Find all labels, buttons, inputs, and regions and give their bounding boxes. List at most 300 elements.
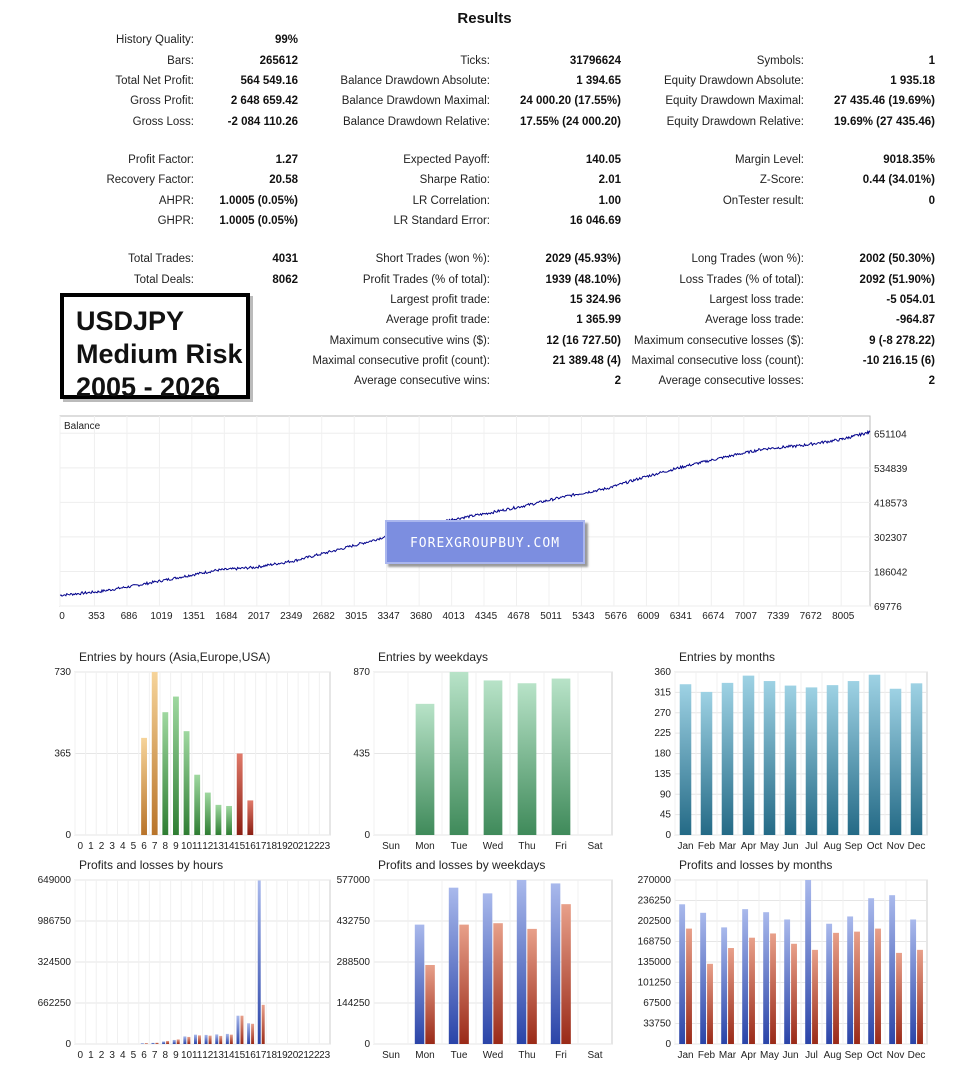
loss-bar bbox=[459, 925, 469, 1044]
stat-value: 2002 (50.30%) bbox=[859, 253, 935, 265]
stat-value: 15 324.96 bbox=[569, 294, 621, 306]
stat-label: Total Deals: bbox=[133, 274, 194, 286]
chart-panel bbox=[353, 650, 612, 852]
bar bbox=[216, 805, 222, 835]
loss-bar bbox=[240, 1016, 243, 1044]
stat-value: 0 bbox=[928, 195, 935, 207]
x-tick-label: 12 bbox=[202, 1050, 214, 1061]
stat-value: 1.0005 (0.05%) bbox=[219, 195, 298, 207]
x-tick-label: 20 bbox=[287, 1050, 299, 1061]
stat-label: OnTester result: bbox=[722, 195, 804, 207]
y-tick-label: 302307 bbox=[874, 532, 908, 544]
bar bbox=[911, 683, 923, 835]
x-tick-label: 11 bbox=[191, 841, 203, 852]
overlay-period: 2005 - 2026 bbox=[76, 372, 221, 402]
chart-panel bbox=[337, 858, 612, 1061]
x-tick-label: Sat bbox=[587, 841, 603, 852]
profit-bar bbox=[700, 913, 706, 1044]
x-tick-label: 0 bbox=[77, 1050, 84, 1061]
y-tick-label: 0 bbox=[665, 830, 671, 841]
chart-title: Entries by months bbox=[679, 650, 776, 664]
x-tick-label: Fri bbox=[555, 841, 567, 852]
x-tick-label: 6674 bbox=[702, 611, 725, 622]
x-tick-label: Thu bbox=[518, 841, 536, 852]
x-tick-label: 5676 bbox=[604, 611, 628, 622]
stat-label: Largest loss trade: bbox=[709, 294, 804, 306]
stat-label: Equity Drawdown Relative: bbox=[666, 116, 804, 128]
x-tick-label: 686 bbox=[120, 611, 138, 622]
x-tick-label: 4 bbox=[120, 1050, 126, 1061]
stat-value: 8062 bbox=[272, 274, 298, 286]
profit-bar bbox=[215, 1034, 218, 1044]
y-tick-label: 432750 bbox=[336, 916, 370, 927]
stat-value: 1 bbox=[928, 55, 935, 67]
x-tick-label: 13 bbox=[212, 841, 224, 852]
loss-bar bbox=[187, 1037, 190, 1044]
x-tick-label: 9 bbox=[173, 841, 179, 852]
stat-value: 140.05 bbox=[585, 154, 621, 166]
x-tick-label: Mar bbox=[718, 841, 737, 852]
stat-label: Maximal consecutive profit (count): bbox=[312, 355, 490, 367]
y-tick-label: 45 bbox=[659, 809, 671, 821]
x-tick-label: 10 bbox=[181, 1050, 193, 1061]
x-tick-label: 2682 bbox=[312, 611, 335, 622]
stat-label: Equity Drawdown Absolute: bbox=[664, 75, 804, 87]
x-tick-label: 22 bbox=[308, 1050, 320, 1061]
chart-panel bbox=[638, 858, 927, 1061]
x-tick-label: Sun bbox=[382, 841, 400, 852]
bar bbox=[184, 731, 190, 835]
x-tick-label: Jan bbox=[677, 1050, 694, 1061]
x-tick-label: 2017 bbox=[247, 611, 270, 622]
stat-value: 21 389.48 (4) bbox=[552, 355, 621, 367]
bar bbox=[194, 775, 200, 835]
x-tick-label: 10 bbox=[181, 841, 193, 852]
stat-label: Average loss trade: bbox=[705, 314, 804, 326]
stat-value: 1.00 bbox=[598, 195, 621, 207]
x-tick-label: 21 bbox=[297, 1050, 309, 1061]
bar bbox=[226, 806, 232, 835]
stat-label: Loss Trades (% of total): bbox=[679, 274, 804, 286]
x-tick-label: 7 bbox=[151, 1050, 158, 1061]
y-tick-label: 534839 bbox=[874, 463, 908, 475]
chart-panel bbox=[38, 858, 331, 1061]
stat-label: AHPR: bbox=[158, 195, 194, 207]
stat-value: 1.0005 (0.05%) bbox=[219, 215, 298, 227]
bar bbox=[701, 692, 713, 835]
x-tick-label: 1019 bbox=[150, 611, 173, 622]
chart-panel bbox=[654, 650, 927, 852]
stat-label: Z-Score: bbox=[759, 174, 804, 186]
x-tick-label: 353 bbox=[88, 611, 105, 622]
stat-value: 9018.35% bbox=[883, 154, 935, 166]
x-tick-label: May bbox=[760, 841, 779, 852]
stat-label: GHPR: bbox=[157, 215, 194, 227]
x-tick-label: Mar bbox=[718, 1050, 737, 1061]
stat-value: -964.87 bbox=[895, 314, 935, 326]
loss-bar bbox=[493, 923, 503, 1044]
histogram-charts bbox=[0, 645, 969, 1075]
stat-label: Bars: bbox=[167, 55, 194, 67]
x-tick-label: Feb bbox=[697, 841, 716, 852]
bar bbox=[152, 672, 158, 835]
profit-bar bbox=[868, 898, 874, 1044]
x-tick-label: 1 bbox=[88, 1050, 94, 1061]
profit-bar bbox=[141, 1043, 144, 1044]
loss-bar bbox=[854, 932, 860, 1044]
stat-label: Balance Drawdown Absolute: bbox=[340, 75, 490, 87]
loss-bar bbox=[896, 953, 902, 1044]
x-tick-label: 2349 bbox=[280, 611, 303, 622]
bar bbox=[827, 685, 839, 835]
x-tick-label: Nov bbox=[886, 841, 905, 852]
stat-value: 1 394.65 bbox=[576, 75, 621, 87]
x-tick-label: 3015 bbox=[345, 611, 368, 622]
watermark: FOREXGROUPBUY.COM bbox=[385, 520, 585, 564]
profit-bar bbox=[784, 919, 790, 1044]
stat-value: 2029 (45.93%) bbox=[545, 253, 621, 265]
bar bbox=[162, 712, 168, 835]
x-tick-label: Dec bbox=[907, 1050, 926, 1061]
stat-value: 1.27 bbox=[275, 154, 298, 166]
x-tick-label: Jan bbox=[677, 841, 694, 852]
y-tick-label: 870 bbox=[353, 667, 370, 678]
stat-label: History Quality: bbox=[116, 34, 194, 46]
stat-label: Ticks: bbox=[460, 55, 490, 67]
x-tick-label: Wed bbox=[482, 841, 504, 852]
bar bbox=[848, 681, 860, 835]
overlay-symbol: USDJPY bbox=[76, 306, 185, 336]
x-tick-label: Jul bbox=[805, 1050, 818, 1061]
bar bbox=[806, 687, 818, 835]
x-tick-label: 18 bbox=[266, 1050, 278, 1061]
x-tick-label: 1351 bbox=[182, 611, 205, 622]
y-tick-label: 144250 bbox=[336, 998, 370, 1009]
profit-bar bbox=[415, 925, 425, 1044]
x-tick-label: 0 bbox=[59, 611, 65, 622]
y-tick-label: 288500 bbox=[336, 957, 370, 968]
loss-bar bbox=[707, 964, 713, 1044]
profit-bar bbox=[910, 919, 916, 1044]
y-tick-label: 418573 bbox=[874, 498, 908, 510]
loss-bar bbox=[209, 1036, 212, 1044]
y-tick-label: 315 bbox=[654, 687, 671, 699]
x-tick-label: 4678 bbox=[507, 611, 530, 622]
stat-value: 265612 bbox=[259, 55, 298, 67]
bar bbox=[869, 675, 881, 835]
y-tick-label: 236250 bbox=[637, 895, 671, 907]
stat-value: 2.01 bbox=[598, 174, 621, 186]
x-tick-label: 4013 bbox=[442, 611, 465, 622]
y-tick-label: 651104 bbox=[874, 429, 907, 441]
bar bbox=[141, 738, 147, 835]
loss-bar bbox=[812, 950, 818, 1044]
stat-value: -5 054.01 bbox=[886, 294, 935, 306]
y-tick-label: 101250 bbox=[637, 977, 671, 989]
y-tick-label: 435 bbox=[353, 748, 370, 760]
loss-bar bbox=[219, 1036, 222, 1044]
bar bbox=[518, 683, 537, 835]
loss-bar bbox=[198, 1035, 201, 1044]
stat-value: 2 648 659.42 bbox=[230, 95, 298, 107]
loss-bar bbox=[230, 1035, 233, 1044]
y-tick-label: 662250 bbox=[37, 998, 71, 1009]
profit-bar bbox=[721, 927, 727, 1044]
y-tick-label: 0 bbox=[364, 1039, 370, 1050]
y-tick-label: 365 bbox=[54, 748, 71, 760]
x-tick-label: 16 bbox=[244, 1050, 256, 1061]
stat-label: Expected Payoff: bbox=[403, 154, 490, 166]
x-tick-label: 11 bbox=[191, 1050, 203, 1061]
x-tick-label: 14 bbox=[223, 1050, 235, 1061]
x-tick-label: 18 bbox=[266, 841, 278, 852]
stat-value: 2 bbox=[928, 375, 935, 387]
profit-bar bbox=[483, 893, 493, 1044]
bar bbox=[484, 680, 503, 835]
loss-bar bbox=[728, 948, 734, 1044]
x-tick-label: 14 bbox=[223, 841, 235, 852]
x-tick-label: 17 bbox=[255, 841, 267, 852]
y-tick-label: 730 bbox=[54, 667, 71, 678]
y-tick-label: 225 bbox=[654, 728, 671, 740]
loss-bar bbox=[770, 933, 776, 1044]
loss-bar bbox=[251, 1024, 254, 1044]
x-tick-label: 2 bbox=[98, 1050, 105, 1061]
stat-value: 2 bbox=[614, 375, 621, 387]
profit-bar bbox=[826, 924, 832, 1044]
y-tick-label: 0 bbox=[364, 830, 370, 841]
stat-value: 12 (16 727.50) bbox=[546, 335, 621, 347]
x-tick-label: Mon bbox=[415, 841, 435, 852]
x-tick-label: 13 bbox=[212, 1050, 224, 1061]
x-tick-label: 15 bbox=[234, 841, 246, 852]
x-tick-label: Jun bbox=[782, 1050, 799, 1061]
y-tick-label: 33750 bbox=[643, 1018, 671, 1030]
stat-value: 1 365.99 bbox=[576, 314, 621, 326]
y-tick-label: 180 bbox=[654, 748, 671, 760]
stat-label: Long Trades (won %): bbox=[691, 253, 804, 265]
x-tick-label: 1 bbox=[88, 841, 94, 852]
profit-bar bbox=[152, 1043, 155, 1044]
bar bbox=[890, 689, 902, 835]
bar bbox=[785, 686, 797, 835]
stat-label: Recovery Factor: bbox=[106, 174, 194, 186]
x-tick-label: 7339 bbox=[767, 611, 790, 622]
y-tick-label: 0 bbox=[65, 830, 71, 841]
x-tick-label: Sat bbox=[587, 1050, 603, 1061]
x-tick-label: 23 bbox=[319, 841, 331, 852]
x-tick-label: 5011 bbox=[540, 611, 562, 622]
profit-bar bbox=[183, 1036, 186, 1044]
y-tick-label: 986750 bbox=[37, 916, 71, 927]
y-tick-label: 186042 bbox=[874, 567, 908, 579]
x-tick-label: May bbox=[760, 1050, 779, 1061]
y-tick-label: 135 bbox=[654, 768, 671, 780]
bar bbox=[205, 793, 211, 835]
stat-label: Average profit trade: bbox=[386, 314, 490, 326]
bar bbox=[764, 681, 776, 835]
x-tick-label: 21 bbox=[297, 841, 309, 852]
loss-bar bbox=[177, 1039, 180, 1044]
x-tick-label: 3347 bbox=[377, 611, 400, 622]
x-tick-label: Mon bbox=[415, 1050, 435, 1061]
x-tick-label: 7672 bbox=[799, 611, 822, 622]
y-tick-label: 270000 bbox=[637, 875, 671, 886]
x-tick-label: 17 bbox=[255, 1050, 267, 1061]
x-tick-label: 1684 bbox=[215, 611, 238, 622]
y-tick-label: 577000 bbox=[336, 875, 370, 886]
stat-value: -2 084 110.26 bbox=[227, 116, 298, 128]
bar bbox=[237, 754, 243, 836]
stat-value: -10 216.15 (6) bbox=[862, 355, 935, 367]
profit-bar bbox=[517, 880, 527, 1044]
x-tick-label: 2 bbox=[98, 841, 105, 852]
x-tick-label: Jun bbox=[782, 841, 799, 852]
stat-label: LR Standard Error: bbox=[393, 215, 490, 227]
y-tick-label: 324500 bbox=[37, 957, 71, 968]
loss-bar bbox=[166, 1041, 169, 1044]
x-tick-label: 12 bbox=[202, 841, 214, 852]
stat-value: 17.55% (24 000.20) bbox=[519, 116, 621, 128]
chart-title: Profits and losses by weekdays bbox=[378, 858, 546, 872]
profit-bar bbox=[679, 904, 685, 1044]
overlay-risk: Medium Risk bbox=[76, 339, 243, 369]
x-tick-label: 4345 bbox=[474, 611, 498, 622]
x-tick-label: Nov bbox=[886, 1050, 905, 1061]
overlay-label bbox=[60, 293, 250, 402]
x-tick-label: 19 bbox=[276, 841, 288, 852]
x-tick-label: 20 bbox=[287, 841, 299, 852]
chart-title: Balance bbox=[64, 421, 101, 432]
chart-title: Entries by weekdays bbox=[378, 650, 489, 664]
stat-value: 31796624 bbox=[569, 55, 621, 67]
bar bbox=[450, 672, 469, 835]
stat-label: Profit Factor: bbox=[128, 154, 194, 166]
stat-label: Average consecutive wins: bbox=[354, 375, 490, 387]
x-tick-label: 7 bbox=[151, 841, 158, 852]
x-tick-label: Wed bbox=[482, 1050, 504, 1061]
stat-value: 19.69% (27 435.46) bbox=[833, 116, 935, 128]
stat-label: Gross Loss: bbox=[132, 116, 194, 128]
x-tick-label: Sep bbox=[844, 841, 863, 852]
chart-title: Entries by hours (Asia,Europe,USA) bbox=[79, 650, 271, 664]
y-tick-label: 90 bbox=[659, 789, 671, 801]
x-tick-label: Feb bbox=[697, 1050, 716, 1061]
results-title: Results bbox=[457, 10, 512, 27]
bar bbox=[247, 800, 253, 835]
y-tick-label: 270 bbox=[654, 707, 671, 719]
x-tick-label: Dec bbox=[907, 841, 926, 852]
stat-label: Equity Drawdown Maximal: bbox=[665, 95, 804, 107]
x-tick-label: 3 bbox=[109, 1050, 115, 1061]
stat-value: 1939 (48.10%) bbox=[545, 274, 621, 286]
chart-panel bbox=[54, 650, 330, 852]
x-tick-label: 5343 bbox=[572, 611, 595, 622]
x-tick-label: Tue bbox=[450, 1050, 468, 1061]
profit-bar bbox=[194, 1035, 197, 1044]
profit-bar bbox=[449, 888, 459, 1044]
stat-label: Total Trades: bbox=[128, 253, 194, 265]
x-tick-label: Aug bbox=[823, 1050, 842, 1061]
x-tick-label: 8005 bbox=[832, 611, 855, 622]
loss-bar bbox=[155, 1043, 158, 1044]
x-tick-label: 0 bbox=[77, 841, 84, 852]
stat-value: 27 435.46 (19.69%) bbox=[833, 95, 935, 107]
x-tick-label: Jul bbox=[805, 841, 818, 852]
y-tick-label: 202500 bbox=[637, 916, 671, 927]
y-tick-label: 0 bbox=[665, 1039, 671, 1050]
stat-value: 0.44 (34.01%) bbox=[862, 174, 935, 186]
stat-label: Average consecutive losses: bbox=[658, 375, 804, 387]
x-tick-label: Oct bbox=[866, 1050, 883, 1061]
profit-bar bbox=[889, 895, 895, 1044]
stat-label: Maximal consecutive loss (count): bbox=[631, 355, 804, 367]
stat-value: 564 549.16 bbox=[240, 75, 298, 87]
y-tick-label: 168750 bbox=[637, 936, 671, 948]
stat-label: Maximum consecutive losses ($): bbox=[634, 335, 804, 347]
x-tick-label: Thu bbox=[518, 1050, 536, 1061]
profit-bar bbox=[805, 880, 811, 1044]
stat-value: 2092 (51.90%) bbox=[859, 274, 935, 286]
x-tick-label: 5 bbox=[130, 1050, 137, 1061]
loss-bar bbox=[561, 904, 571, 1044]
stat-label: Symbols: bbox=[756, 55, 804, 67]
x-tick-label: 6009 bbox=[637, 611, 660, 622]
loss-bar bbox=[262, 1005, 265, 1044]
bar bbox=[552, 679, 571, 835]
stat-value: 1 935.18 bbox=[890, 75, 935, 87]
x-tick-label: 8 bbox=[162, 841, 169, 852]
x-tick-label: 9 bbox=[173, 1050, 179, 1061]
x-tick-label: Apr bbox=[740, 1050, 757, 1061]
stat-label: Profit Trades (% of total): bbox=[362, 274, 490, 286]
x-tick-label: 6 bbox=[141, 841, 147, 852]
x-tick-label: 6341 bbox=[669, 611, 692, 622]
loss-bar bbox=[875, 929, 881, 1044]
stat-label: Balance Drawdown Relative: bbox=[342, 116, 490, 128]
stat-label: Maximum consecutive wins ($): bbox=[329, 335, 490, 347]
profit-bar bbox=[237, 1016, 240, 1044]
stat-label: Sharpe Ratio: bbox=[419, 174, 490, 186]
profit-bar bbox=[162, 1041, 165, 1044]
profit-bar bbox=[205, 1035, 208, 1044]
stat-label: LR Correlation: bbox=[412, 195, 490, 207]
bar bbox=[416, 704, 435, 835]
y-tick-label: 135000 bbox=[637, 957, 671, 968]
x-tick-label: 8 bbox=[162, 1050, 169, 1061]
stat-label: Largest profit trade: bbox=[390, 294, 490, 306]
loss-bar bbox=[686, 929, 692, 1044]
chart-title: Profits and losses by hours bbox=[79, 858, 224, 872]
stat-value: 99% bbox=[274, 34, 298, 46]
x-tick-label: Sep bbox=[844, 1050, 863, 1061]
loss-bar bbox=[527, 929, 537, 1044]
x-tick-label: 6 bbox=[141, 1050, 147, 1061]
x-tick-label: Oct bbox=[866, 841, 883, 852]
profit-bar bbox=[247, 1023, 250, 1044]
profit-bar bbox=[742, 909, 748, 1044]
x-tick-label: 5 bbox=[130, 841, 137, 852]
bar bbox=[173, 697, 179, 835]
stat-label: Margin Level: bbox=[734, 154, 804, 166]
stat-value: 24 000.20 (17.55%) bbox=[519, 95, 621, 107]
x-tick-label: 15 bbox=[234, 1050, 246, 1061]
stat-label: Total Net Profit: bbox=[115, 75, 194, 87]
stat-label: Gross Profit: bbox=[130, 95, 194, 107]
stat-value: 16 046.69 bbox=[569, 215, 621, 227]
chart-title: Profits and losses by months bbox=[679, 858, 833, 872]
x-tick-label: Fri bbox=[555, 1050, 567, 1061]
